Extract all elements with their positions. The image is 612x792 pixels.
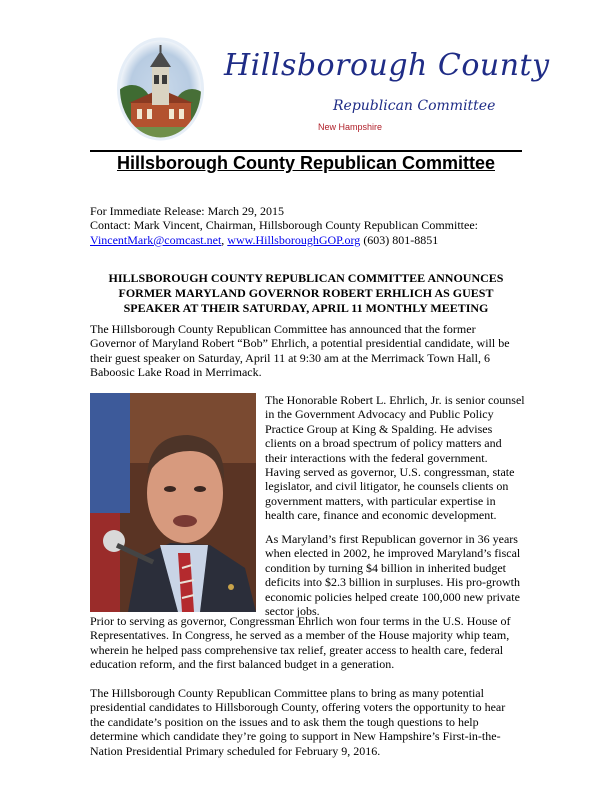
phone-number: (603) 801-8851	[360, 232, 439, 247]
page-title: Hillsborough County Republican Committee	[116, 153, 495, 173]
courthouse-logo	[117, 37, 204, 141]
letterhead-name: Hillsborough County	[224, 48, 550, 83]
release-info	[90, 204, 522, 247]
paragraph-congress: Prior to serving as governor, Congressman Ehrlich won four terms in the U.S. House of Representatives. In Congress, he served as a member of the House majority whip team, wherein he helped pass comprehensive tax relief, greater access to health care, federal education reform, and the first balanced budget in a generation.	[90, 614, 511, 672]
paragraph-plans: The Hillsborough County Republican Committee plans to bring as many potential presidential candidates to Hillsborough County, offering voters the opportunity to hear the candidate’s position on the issues and to ask them the tough questions to help determine which candidate they’re going to support in New Hampshire’s First-in-the-Nation Presidential Primary scheduled for February 9, 2016.	[90, 686, 506, 758]
email-link[interactable]: VincentMark@comcast.net	[90, 232, 222, 247]
release-date: For Immediate Release: March 29, 2015	[90, 204, 284, 218]
speaker-photo	[90, 393, 256, 612]
contact-details	[90, 233, 522, 247]
paragraph-bio: The Honorable Robert L. Ehrlich, Jr. is senior counsel in the Government Advocacy and Public Policy Practice Group at King & Spalding. He advises clients on a broad spectrum of policy matters and their interactions with the federal government. Having served as governor, U.S. congressman, state legislator, and civil litigator, he counsels clients on government matters, with particular expertise in health care, finance and economic development.	[265, 393, 525, 523]
paragraph-governor: As Maryland’s first Republican governor in 36 years when elected in 2002, he improved Maryland’s fiscal condition by turning $4 billion in inherited budget deficits into $2.3 billion in surpluses. His pro-growth economic policies helped create 100,000 new private sector jobs.	[265, 532, 521, 619]
letterhead-subtitle: Republican Committee	[333, 98, 496, 114]
link-separator: ,	[221, 232, 228, 247]
contact-line: Contact: Mark Vincent, Chairman, Hillsborough County Republican Committee:	[90, 218, 479, 233]
header-rule	[90, 150, 522, 152]
paragraph-intro: The Hillsborough County Republican Committee has announced that the former Governor of Maryland Robert “Bob” Ehrlich, a potential presidential candidate, will be their guest speaker on Saturday, April 11 at 9:30 am at the Merrimack Town Hall, 6 Baboosic Lake Road in Merrimack.	[90, 322, 510, 380]
press-headline: HILLSBOROUGH COUNTY REPUBLICAN COMMITTEE ANNOUNCES FORMER MARYLAND GOVERNOR ROBERT ERHLICH AS GUEST SPEAKER AT THEIR SATURDAY, APRIL 11 MONTHLY MEETING	[108, 271, 504, 315]
website-link[interactable]: www.HillsboroughGOP.org	[227, 232, 361, 247]
letterhead-state: New Hampshire	[318, 122, 383, 132]
